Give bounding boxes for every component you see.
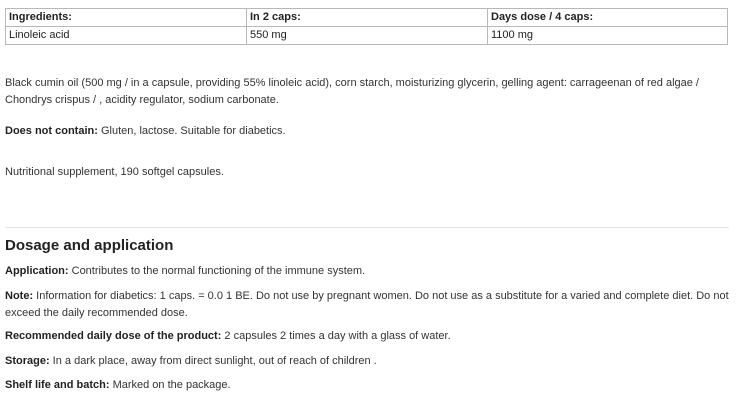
- table-row: [6, 27, 728, 45]
- storage-label: Storage:: [5, 355, 50, 367]
- table-cell-2-caps-amount: 550 mg: [247, 27, 488, 45]
- table-cell-ingredient: Linoleic acid: [6, 27, 247, 45]
- storage-line: [5, 353, 729, 370]
- storage-value: In a dark place, away from direct sunlight, out of reach of children .: [49, 355, 377, 367]
- note-line: [5, 288, 729, 322]
- application-value: Contributes to the normal functioning of the immune system.: [68, 265, 366, 277]
- table-header-ingredients: Ingredients:: [6, 9, 247, 27]
- shelf-life-line: [5, 377, 729, 394]
- note-value: Information for diabetics: 1 caps. = 0.0 1 BE. Do not use by pregnant women. Do not use as a substitute for a varied and complete diet. Do not exceed the daily recommended dose.: [5, 290, 729, 319]
- does-not-contain-label: Does not contain:: [5, 125, 98, 137]
- application-label: Application:: [5, 265, 69, 277]
- daily-dose-line: [5, 328, 729, 345]
- shelf-life-label: Shelf life and batch:: [5, 379, 110, 391]
- ingredients-table: [5, 8, 728, 45]
- does-not-contain-line: [5, 123, 729, 140]
- table-header-days-dose: Days dose / 4 caps:: [488, 9, 728, 27]
- daily-dose-value: 2 capsules 2 times a day with a glass of water.: [221, 330, 451, 342]
- table-header-row: [6, 9, 728, 27]
- section-divider: [5, 227, 729, 228]
- daily-dose-label: Recommended daily dose of the product:: [5, 330, 222, 342]
- table-cell-daily-amount: 1100 mg: [488, 27, 728, 45]
- supplement-info-text: Nutritional supplement, 190 softgel capsules.: [5, 166, 224, 178]
- composition-text: Black cumin oil (500 mg / in a capsule, providing 55% linoleic acid), corn starch, moisturizing glycerin, gelling agent: carrageenan of red algae / Chondrys crispus / , acidity regulator, sodium carbonate.: [5, 77, 699, 106]
- does-not-contain-value: Gluten, lactose. Suitable for diabetics.: [97, 125, 286, 137]
- application-line: [5, 263, 729, 280]
- shelf-life-value: Marked on the package.: [109, 379, 231, 391]
- table-header-in-2-caps: In 2 caps:: [247, 9, 488, 27]
- note-label: Note:: [5, 290, 34, 302]
- dosage-section-title: Dosage and application: [5, 237, 174, 254]
